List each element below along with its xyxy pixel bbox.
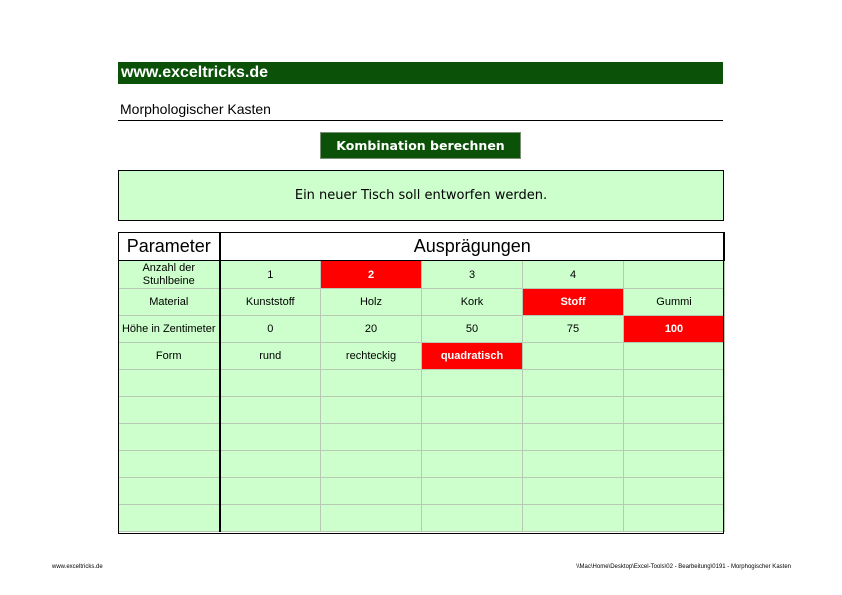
parameter-cell[interactable] (119, 505, 220, 532)
parameter-cell[interactable] (119, 478, 220, 505)
value-cell[interactable]: 20 (321, 316, 422, 343)
value-cell[interactable] (624, 505, 725, 532)
value-cell[interactable] (624, 451, 725, 478)
value-cell[interactable]: Holz (321, 289, 422, 316)
value-cell[interactable] (523, 505, 624, 532)
value-cell[interactable] (422, 505, 523, 532)
value-cell[interactable] (321, 451, 422, 478)
table-row (119, 370, 725, 397)
description-text: Ein neuer Tisch soll entworfen werden. (294, 188, 548, 203)
header-parameter: Parameter (119, 233, 220, 261)
selected-value-cell[interactable]: quadratisch (422, 343, 523, 370)
table-row (119, 505, 725, 532)
page-title: Morphologischer Kasten (120, 101, 271, 117)
parameter-cell[interactable] (119, 370, 220, 397)
value-cell[interactable] (220, 424, 321, 451)
description-box (118, 170, 724, 221)
selected-value-cell[interactable]: 2 (321, 261, 422, 289)
value-cell[interactable] (523, 478, 624, 505)
value-cell[interactable] (321, 478, 422, 505)
value-cell[interactable] (220, 451, 321, 478)
value-cell[interactable] (422, 397, 523, 424)
value-cell[interactable] (523, 424, 624, 451)
value-cell[interactable] (624, 424, 725, 451)
parameter-cell[interactable]: Material (119, 289, 220, 316)
value-cell[interactable] (422, 424, 523, 451)
table-row (119, 316, 725, 343)
value-cell[interactable] (523, 370, 624, 397)
value-cell[interactable] (321, 424, 422, 451)
footer-site: www.exceltricks.de (52, 564, 103, 570)
value-cell[interactable] (624, 478, 725, 505)
value-cell[interactable] (523, 397, 624, 424)
value-cell[interactable]: 3 (422, 261, 523, 289)
selected-value-cell[interactable]: 100 (624, 316, 725, 343)
value-cell[interactable]: 75 (523, 316, 624, 343)
table-row (119, 261, 725, 289)
parameter-cell[interactable]: Form (119, 343, 220, 370)
value-cell[interactable]: Kork (422, 289, 523, 316)
value-cell[interactable] (321, 370, 422, 397)
morphological-box-table (118, 232, 725, 532)
value-cell[interactable] (220, 397, 321, 424)
parameter-cell[interactable]: Anzahl der Stuhlbeine (119, 261, 220, 289)
parameter-cell[interactable] (119, 424, 220, 451)
value-cell[interactable]: rechteckig (321, 343, 422, 370)
footer-file-path: \\Mac\Home\Desktop\Excel-Tools\02 - Bearbeitung\0191 - Morphogischer Kasten (576, 564, 791, 570)
title-underline (118, 120, 723, 121)
value-cell[interactable] (523, 343, 624, 370)
value-cell[interactable] (220, 505, 321, 532)
table-row (119, 478, 725, 505)
value-cell[interactable] (624, 397, 725, 424)
value-cell[interactable] (321, 505, 422, 532)
table-row (119, 451, 725, 478)
parameter-cell[interactable]: Höhe in Zentimeter (119, 316, 220, 343)
value-cell[interactable] (422, 478, 523, 505)
table-row (119, 289, 725, 316)
value-cell[interactable] (624, 370, 725, 397)
value-cell[interactable]: 50 (422, 316, 523, 343)
value-cell[interactable]: 0 (220, 316, 321, 343)
parameter-cell[interactable] (119, 397, 220, 424)
value-cell[interactable] (422, 370, 523, 397)
value-cell[interactable] (220, 478, 321, 505)
value-cell[interactable] (523, 451, 624, 478)
site-banner: www.exceltricks.de (118, 62, 723, 84)
table-row (119, 343, 725, 370)
parameter-cell[interactable] (119, 451, 220, 478)
value-cell[interactable]: 4 (523, 261, 624, 289)
table-row (119, 397, 725, 424)
value-cell[interactable] (624, 343, 725, 370)
value-cell[interactable] (321, 397, 422, 424)
header-values: Ausprägungen (220, 233, 725, 261)
value-cell[interactable]: rund (220, 343, 321, 370)
calculate-combination-button[interactable]: Kombination berechnen (320, 132, 521, 159)
value-cell[interactable] (624, 261, 725, 289)
value-cell[interactable]: 1 (220, 261, 321, 289)
selected-value-cell[interactable]: Stoff (523, 289, 624, 316)
value-cell[interactable]: Kunststoff (220, 289, 321, 316)
table-row (119, 424, 725, 451)
value-cell[interactable]: Gummi (624, 289, 725, 316)
value-cell[interactable] (220, 370, 321, 397)
value-cell[interactable] (422, 451, 523, 478)
